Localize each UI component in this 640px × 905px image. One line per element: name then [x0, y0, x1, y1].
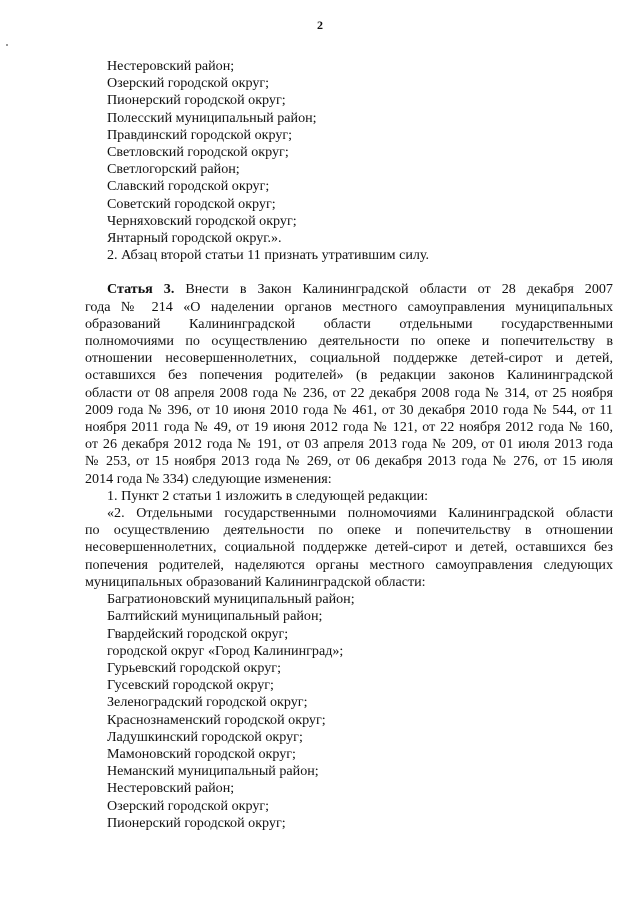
quote-line: попечения родителей, наделяются органы местного самоуправления следующих [85, 556, 613, 573]
quote-line: несовершеннолетних, социальной поддержке детей-сирот и детей, оставшихся без [85, 539, 613, 556]
municipality-list [85, 591, 613, 832]
list-item: Ладушкинский городской округ; [107, 728, 303, 745]
article-3-line: № 253, от 15 ноября 2013 года № 269, от 06 декабря 2013 года № 276, от 15 июля [85, 453, 613, 470]
article-3-line: области от 08 апреля 2008 года № 236, от 22 декабря 2008 года № 314, от 25 ноября [85, 384, 613, 401]
list-item: Пионерский городской округ; [107, 92, 286, 109]
list-item: Славский городской округ; [107, 178, 270, 195]
list-item: Черняховский городской округ; [107, 212, 297, 229]
article-3-line [85, 281, 613, 298]
list-item: Нестеровский район; [107, 58, 235, 74]
article-3-line: 2014 года № 334) следующие изменения: [85, 470, 332, 487]
article-3-line: отношении несовершеннолетних, социальной поддержке детей-сирот и детей, [85, 350, 613, 367]
list-item: Зеленоградский городской округ; [107, 694, 308, 711]
list-item: Янтарный городской округ.». [107, 230, 282, 247]
list-item: Светлогорский район; [107, 161, 240, 178]
list-item: Советский городской округ; [107, 195, 276, 212]
article-3-line: полномочиями по осуществлению деятельности по опеке и попечительству в [85, 333, 613, 350]
article-3-title: Статья 3. [107, 281, 175, 298]
list-item: Озерский городской округ; [107, 75, 270, 92]
paragraph-item-2: 2. Абзац второй статьи 11 признать утратившим силу. [107, 247, 430, 264]
article-3-line: образований Калининградской области отдельными государственными [85, 315, 613, 332]
list-item: Озерский городской округ; [107, 797, 270, 814]
list-item: Пионерский городской округ; [107, 814, 286, 831]
quote-line: муниципальных образований Калининградской области: [85, 573, 426, 590]
list-item: Светловский городской округ; [107, 144, 289, 161]
list-item: Гурьевский городской округ; [107, 659, 282, 676]
list-item: Гвардейский городской округ; [107, 625, 289, 642]
list-item: Краснознаменский городской округ; [107, 711, 326, 728]
list-item: городской округ «Город Калининград»; [107, 642, 344, 659]
list-item: Правдинский городской округ; [107, 126, 293, 143]
paragraph-item-1: 1. Пункт 2 статьи 1 изложить в следующей редакции: [107, 487, 429, 504]
list-item: Балтийский муниципальный район; [107, 608, 323, 625]
quoted-amendment [85, 505, 613, 591]
quote-line: по осуществлению деятельности по опеке и попечительству в отношении [85, 522, 613, 539]
article-3 [85, 281, 613, 487]
quote-line: «2. Отдельными государственными полномочиями Калининградской области [107, 505, 613, 522]
article-3-line: года № 214 «О наделении органов местного самоуправления муниципальных [85, 298, 613, 315]
scan-mark [6, 44, 8, 46]
document-body [85, 58, 613, 832]
list-item: Полесский муниципальный район; [107, 109, 317, 126]
list-item: Мамоновский городской округ; [107, 745, 296, 762]
list-item: Нестеровский район; [107, 780, 235, 797]
article-3-line: ноября 2011 года № 49, от 19 июня 2012 года № 121, от 22 ноября 2012 года № 160, [85, 419, 613, 436]
article-3-line: от 26 декабря 2012 года № 191, от 03 апреля 2013 года № 209, от 01 июля 2013 года [85, 436, 613, 453]
municipality-list-continued [85, 58, 613, 247]
list-item: Неманский муниципальный район; [107, 763, 319, 780]
article-3-line-text: Внести в Закон Калининградской области от 28 декабря 2007 [174, 281, 613, 298]
list-item: Гусевский городской округ; [107, 677, 274, 694]
list-item: Багратионовский муниципальный район; [107, 591, 355, 608]
article-3-line: 2009 года № 396, от 10 июня 2010 года № 461, от 30 декабря 2010 года № 544, от 11 [85, 401, 613, 418]
page-number: 2 [317, 18, 323, 32]
article-3-line: оставшихся без попечения родителей» (в редакции законов Калининградской [85, 367, 613, 384]
